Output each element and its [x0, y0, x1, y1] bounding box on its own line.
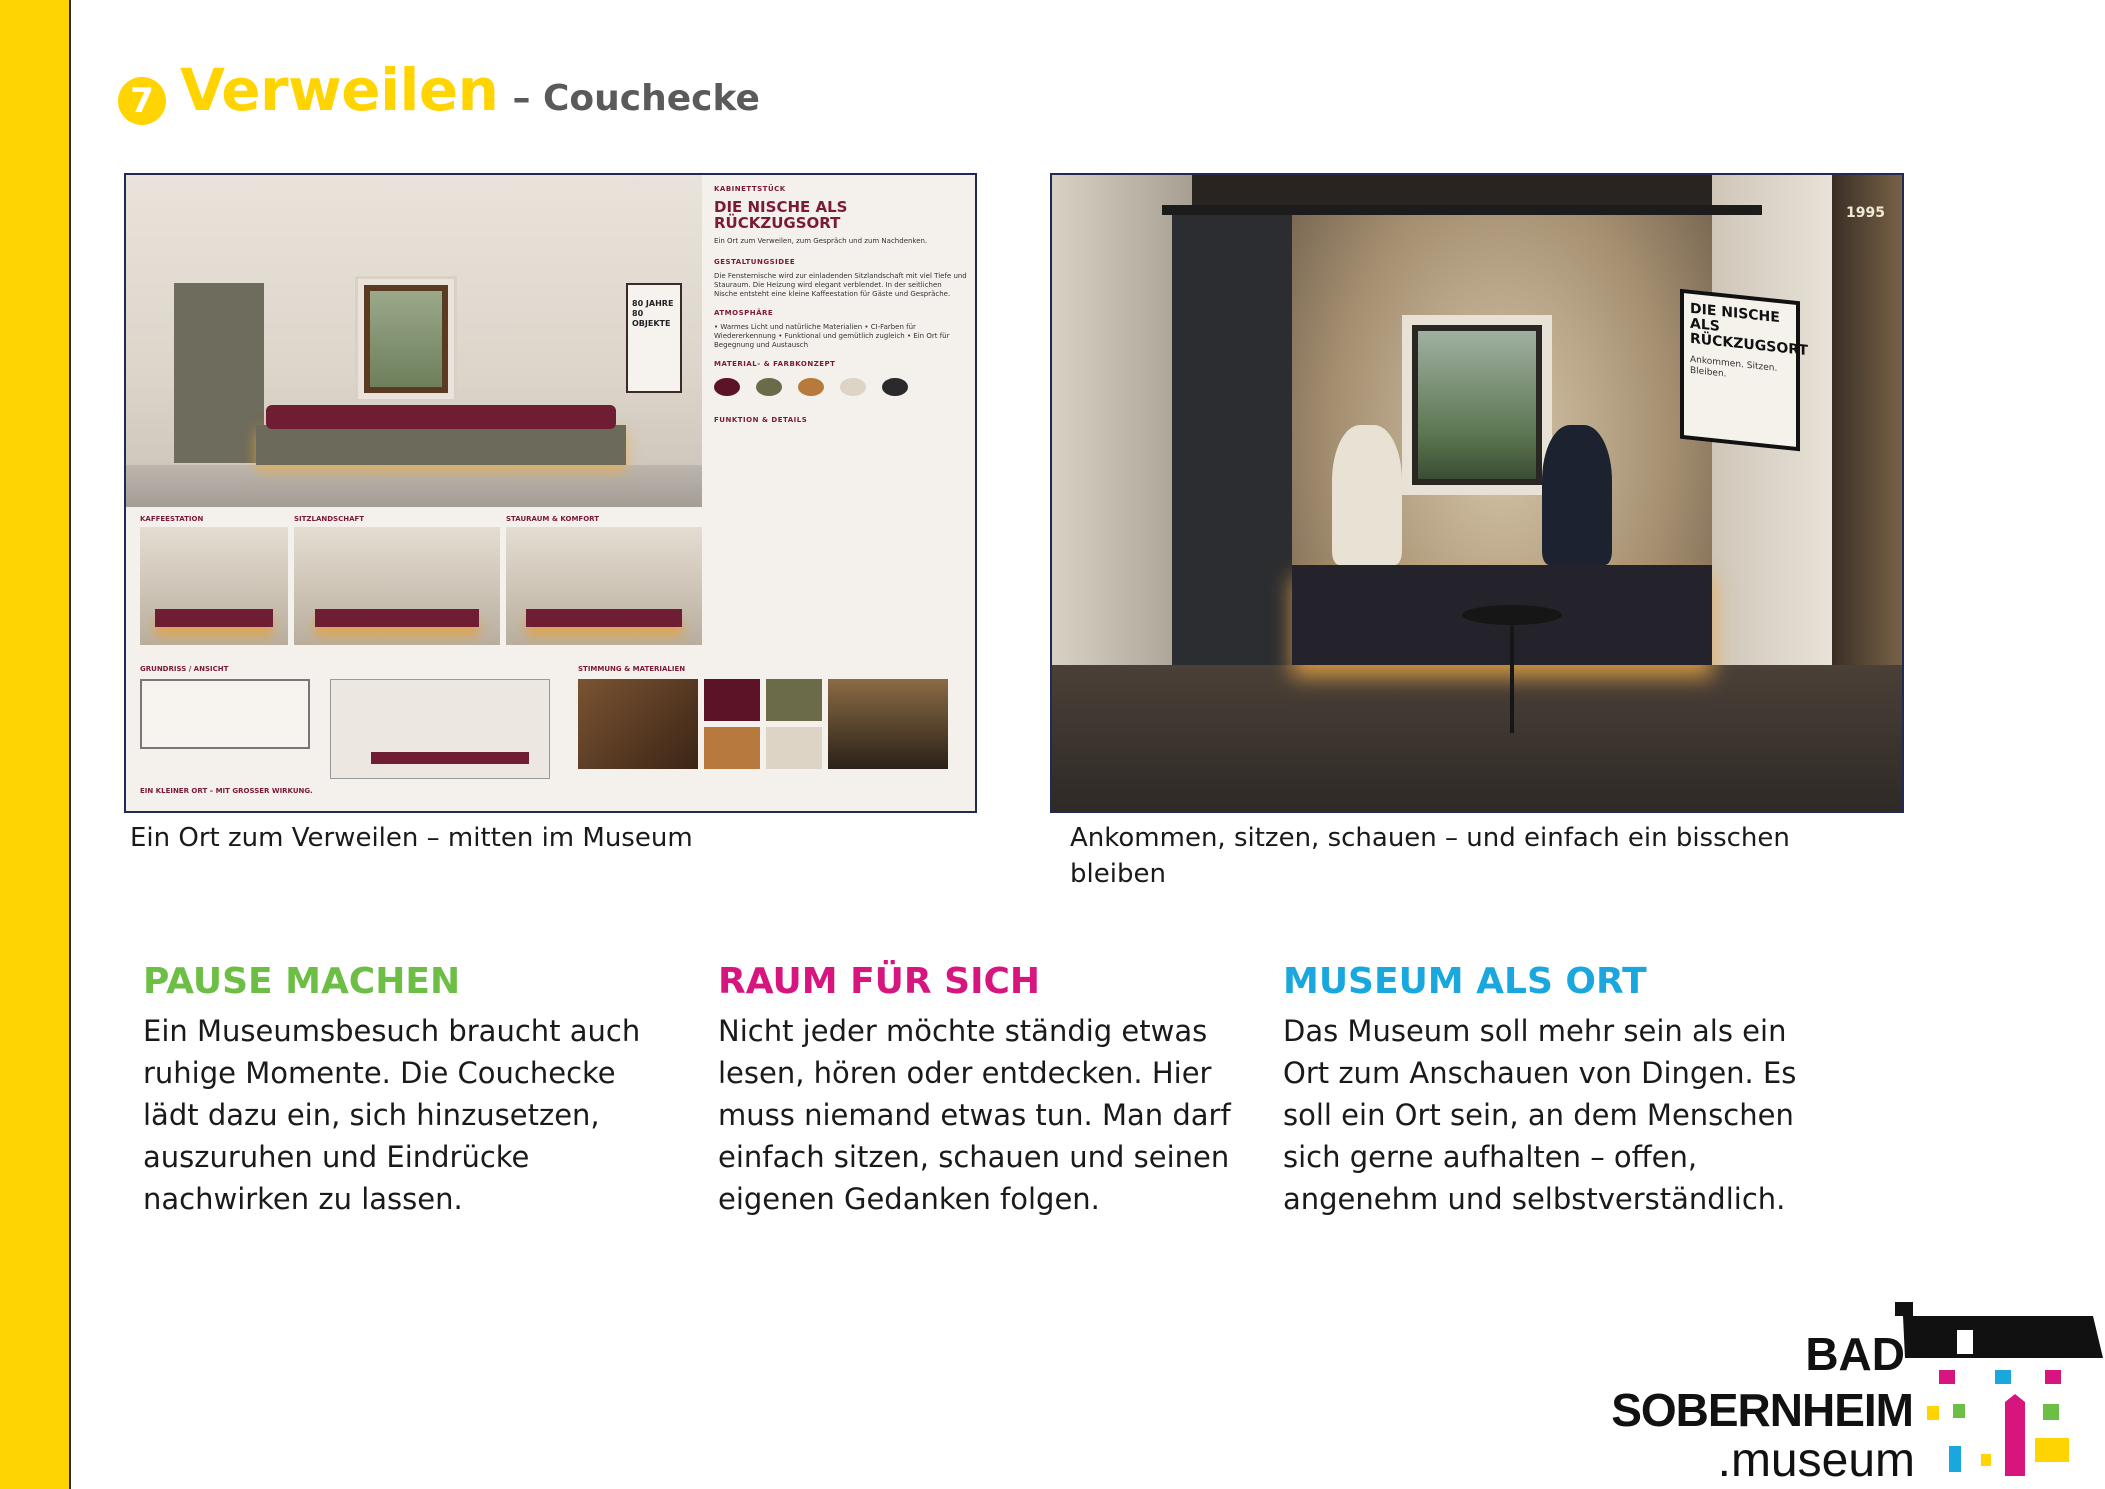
logo-chimney [1895, 1302, 1913, 1316]
section-number-badge: 7 [118, 77, 166, 125]
photo-side-table-leg [1510, 623, 1514, 733]
column-museum [1283, 960, 1803, 1220]
photo-person-reading [1332, 425, 1402, 565]
logo-bar-cyan [1949, 1446, 1961, 1472]
board-intro: Ein Ort zum Verweilen, zum Gespräch und zum Nachdenken. [714, 237, 928, 245]
swatch-4 [840, 378, 866, 396]
caption-left: Ein Ort zum Verweilen – mitten im Museum [130, 823, 693, 853]
niche-photo [1050, 173, 1904, 813]
logo-square-cyan-1 [1995, 1370, 2011, 1384]
strip-picture [140, 527, 288, 645]
swatch-3 [798, 378, 824, 396]
swatch-2 [756, 378, 782, 396]
strip-picture [506, 527, 702, 645]
design-board-image [124, 173, 977, 813]
board-footer: EIN KLEINER ORT – MIT GROSSER WIRKUNG. [140, 787, 313, 795]
swatch-1 [714, 378, 740, 396]
board-moodboard [578, 665, 968, 805]
logo-graphic [1605, 1298, 2105, 1489]
logo-square-magenta-2 [2045, 1370, 2061, 1384]
board-idea-text: Die Fensternische wird zur einladenden Sitzlandschaft mit viel Tiefe und Stauraum. Die Heizung wird elegant verblendet. In der seitlichen Nische entsteht eine kleine Kaffeestation für Gäste und Gespräche. [714, 272, 967, 298]
board-section-atmo: ATMOSPHÄRE [714, 309, 774, 317]
logo-roof [1903, 1316, 2103, 1358]
logo-text-bad: BAD [1805, 1328, 1905, 1380]
accent-side-bar [0, 0, 71, 1489]
room-render [126, 175, 702, 507]
logo-tower [2005, 1394, 2025, 1476]
logo-text-sobernheim: SOBERNHEIM [1611, 1384, 1913, 1436]
logo-square-green-2 [2043, 1404, 2059, 1420]
column-heading: MUSEUM ALS ORT [1283, 961, 1647, 1002]
column-text: Das Museum soll mehr sein als ein Ort zum Anschauen von Dingen. Es soll ein Ort sein, an dem Menschen sich gerne aufhalten – offen, angenehm und selbstverständlich. [1283, 1014, 1797, 1216]
board-atmo-text: • Warmes Licht und natürliche Materialien • CI-Farben für Wiedererkennung • Funktional und gemütlich zugleich • Ein Ort für Begegnung und Austausch [714, 323, 950, 349]
photo-ceiling-beam [1162, 205, 1762, 215]
column-pause [143, 960, 663, 1220]
moodboard-caption: STIMMUNG & MATERIALIEN [578, 665, 686, 673]
elevation-bench [371, 752, 529, 764]
photo-floor [1052, 665, 1904, 813]
title-main: Verweilen [180, 56, 499, 124]
photo-side-table [1462, 605, 1562, 625]
board-section-material: MATERIAL- & FARBKONZEPT [714, 360, 836, 368]
render-cushion [266, 405, 616, 429]
display-year: 1995 [1846, 205, 1885, 221]
board-section-idea: GESTALTUNGSIDEE [714, 258, 796, 266]
mood-swatch-wood [704, 727, 760, 769]
render-bench [256, 425, 626, 465]
mood-swatch-linen [766, 727, 822, 769]
logo-block-yellow [2035, 1438, 2069, 1462]
column-raum [718, 960, 1238, 1220]
logo-square-magenta-1 [1939, 1370, 1955, 1384]
photo-window [1402, 315, 1552, 495]
photo-window-pane [1412, 325, 1542, 485]
logo-square-yellow-1 [1927, 1406, 1939, 1420]
floorplan-drawing [140, 679, 310, 749]
board-strip-seating [294, 515, 500, 645]
logo-roof-window [1957, 1330, 1973, 1354]
strip-caption: STAURAUM & KOMFORT [506, 515, 599, 523]
strip-caption: SITZLANDSCHAFT [294, 515, 365, 523]
board-floorplan [140, 665, 560, 805]
floorplan-caption: GRUNDRISS / ANSICHT [140, 665, 229, 673]
photo-person-sitting [1542, 425, 1612, 565]
logo-text-museum: .museum [1717, 1434, 1915, 1487]
render-floor [126, 465, 702, 507]
render-poster-text: 80 JAHRE 80 OBJEKTE [632, 299, 674, 328]
column-text: Nicht jeder möchte ständig etwas lesen, hören oder entdecken. Hier muss niemand etwas tun. Man darf einfach sitzen, schauen und seinen eigenen Gedanken folgen. [718, 1014, 1231, 1216]
render-poster [626, 283, 682, 393]
strip-picture [294, 527, 500, 645]
strip-caption: KAFFEESTATION [140, 515, 204, 523]
render-window [358, 279, 454, 399]
mood-photo-2 [828, 679, 948, 769]
column-heading: PAUSE MACHEN [143, 961, 461, 1002]
material-swatches [714, 378, 967, 396]
photo-wall-sign [1680, 289, 1808, 452]
page-title [118, 56, 760, 124]
swatch-5 [882, 378, 908, 396]
mood-photo-1 [578, 679, 698, 769]
logo-square-green-1 [1953, 1404, 1965, 1418]
render-coffee-shelf [174, 283, 264, 463]
board-section-function: FUNKTION & DETAILS [714, 416, 808, 424]
logo-square-yellow-2 [1981, 1454, 1991, 1466]
sign-subtitle: Ankommen. Sitzen. Bleiben. [1690, 354, 1778, 380]
title-subtitle: – Couchecke [512, 78, 760, 119]
mood-swatch-bordeaux [704, 679, 760, 721]
board-kicker: KABINETTSTÜCK [714, 185, 786, 193]
board-heading: DIE NISCHE ALS RÜCKZUGSORT [714, 198, 848, 232]
board-info-panel [702, 175, 977, 507]
museum-logo [1605, 1298, 2105, 1489]
column-heading: RAUM FÜR SICH [718, 961, 1041, 1002]
sign-title: DIE NISCHE ALS RÜCKZUGSORT [1690, 300, 1808, 360]
caption-right: Ankommen, sitzen, schauen – und einfach ein bisschen bleiben [1070, 823, 1790, 889]
mood-swatch-olive [766, 679, 822, 721]
board-strip-storage [506, 515, 702, 645]
elevation-drawing [330, 679, 550, 779]
column-text: Ein Museumsbesuch braucht auch ruhige Momente. Die Couchecke lädt dazu ein, sich hinzusetzen, auszuruhen und Eindrücke nachwirken zu lassen. [143, 1014, 641, 1216]
board-strip-coffee [140, 515, 288, 645]
